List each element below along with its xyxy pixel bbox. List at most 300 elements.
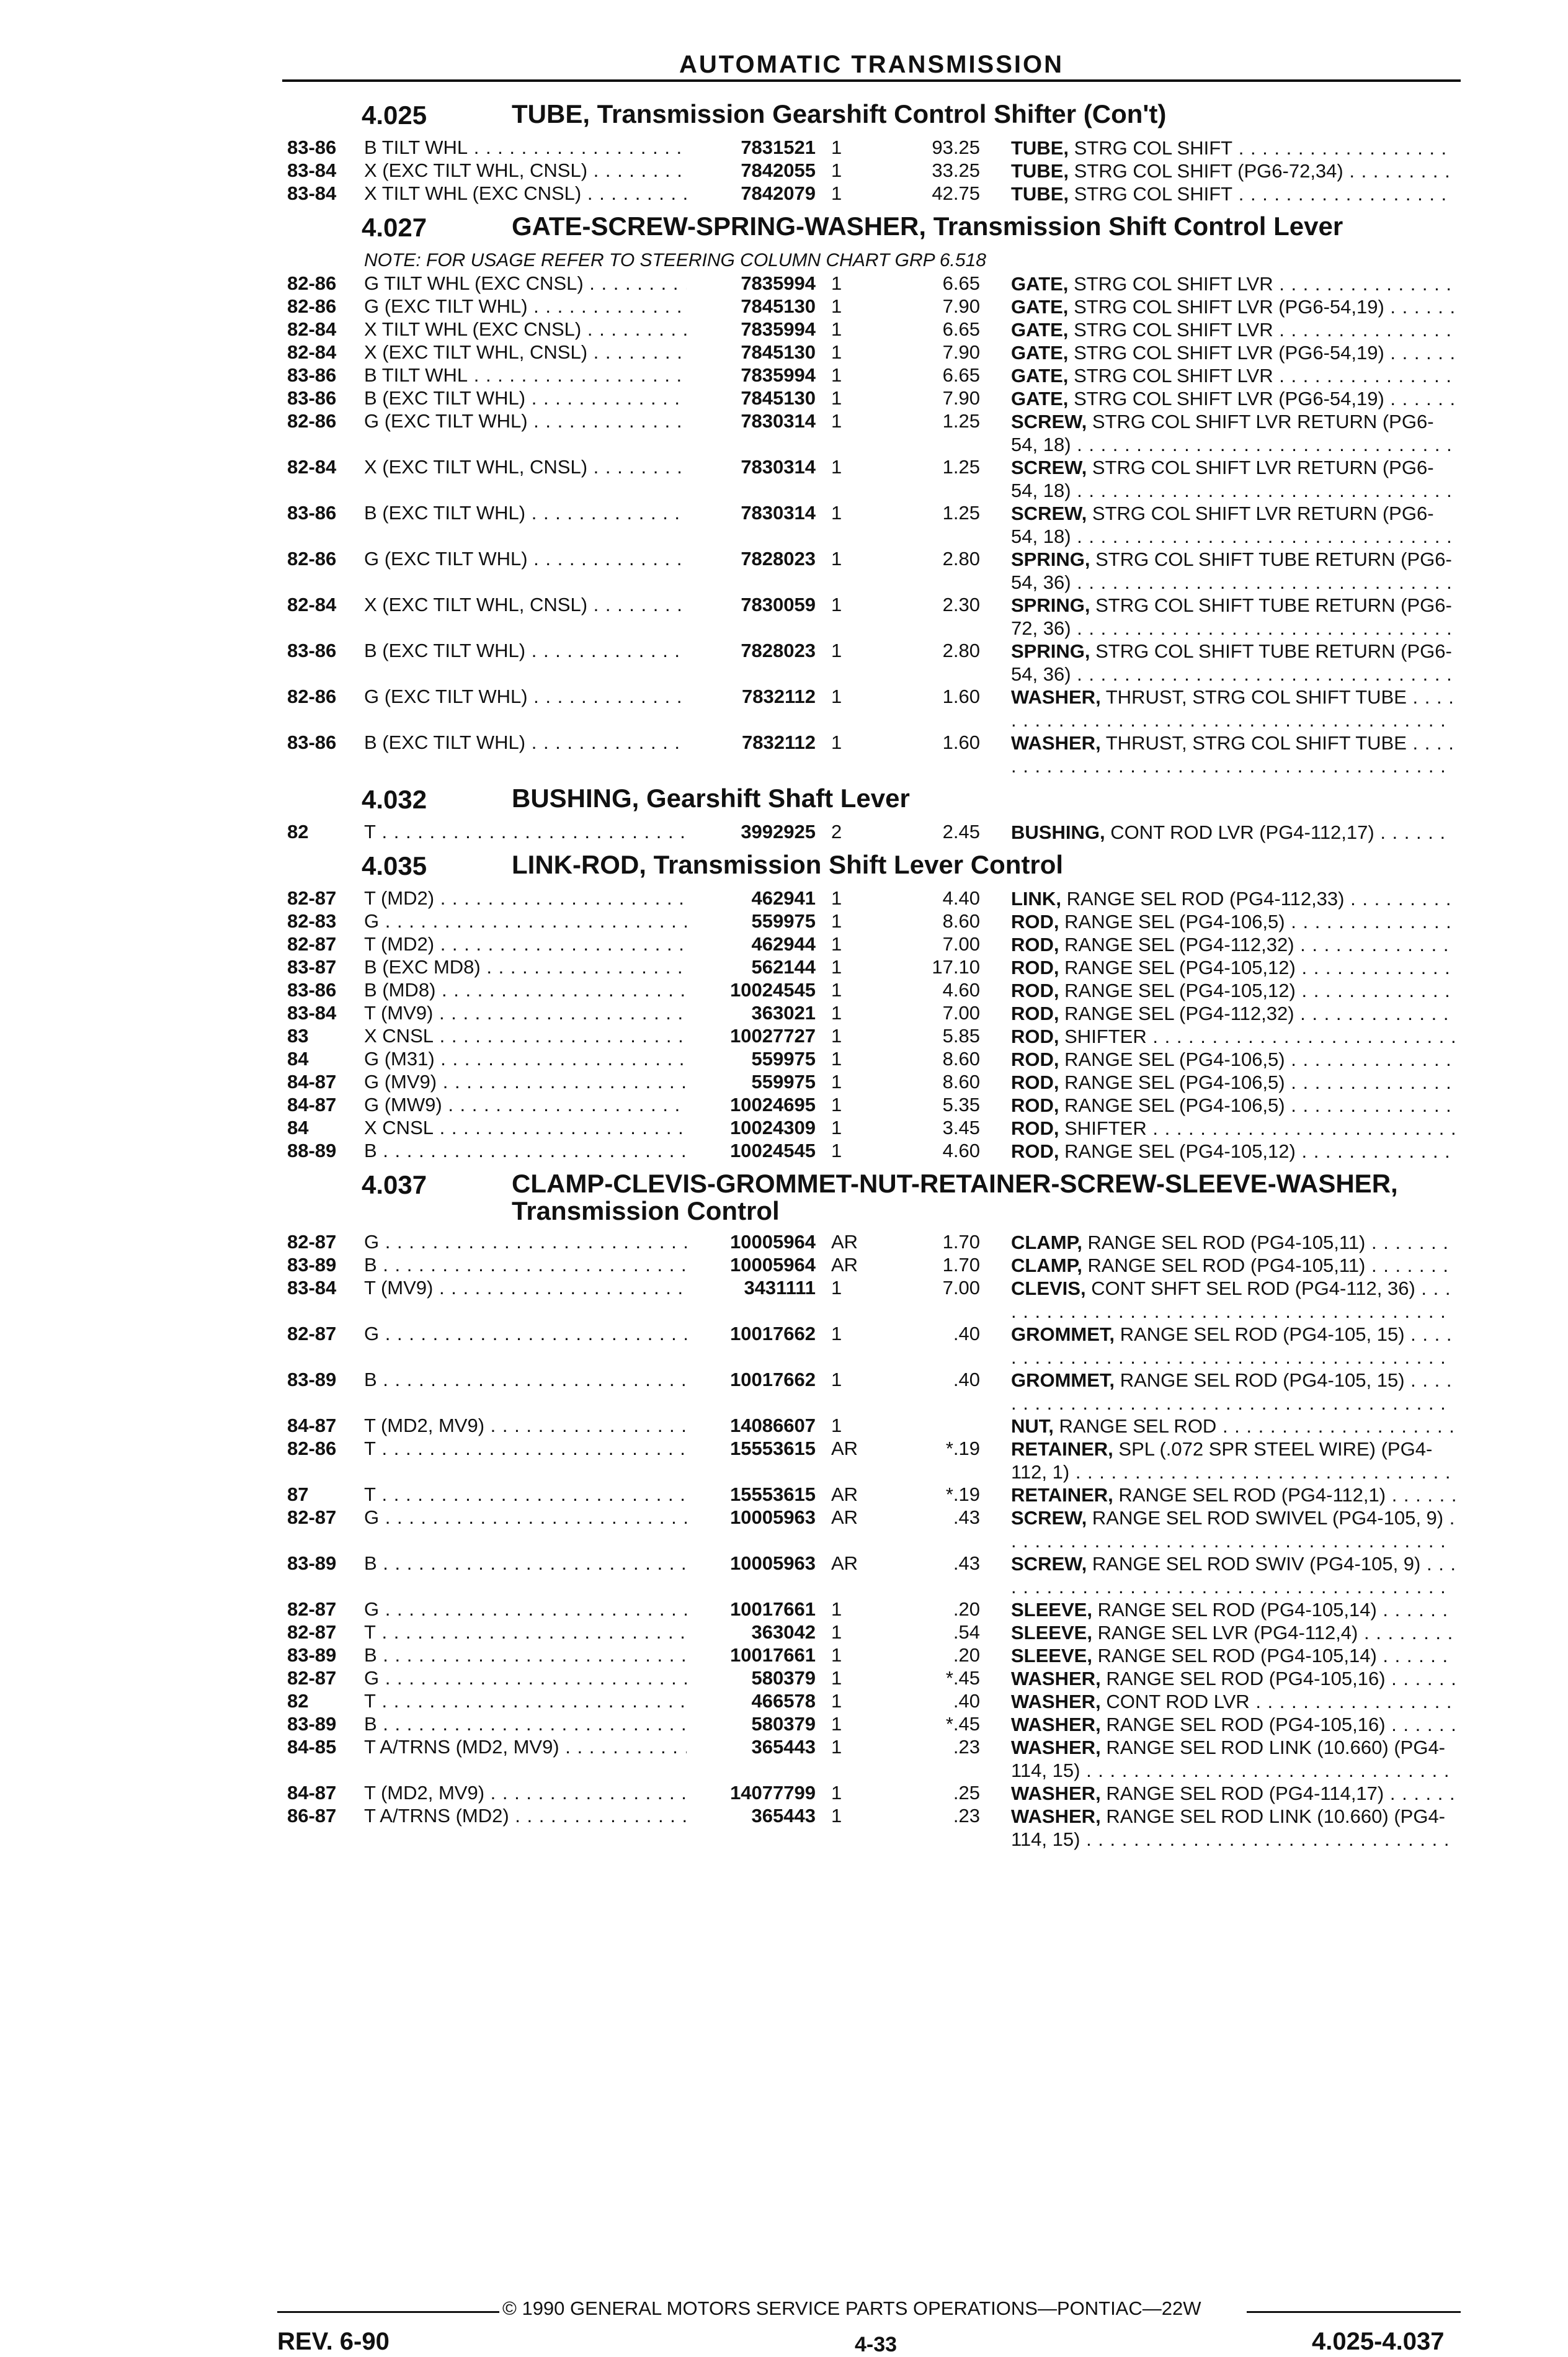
section-note [0, 249, 1568, 272]
description-detail: RANGE SEL (PG4-112,32) [1064, 1003, 1294, 1024]
quantity: 1 [831, 136, 842, 158]
description-noun: GATE, [1011, 296, 1069, 318]
application: T (MD2) . . . [364, 933, 687, 955]
section-number: 4.032 [362, 785, 427, 814]
description [1011, 364, 1458, 387]
application: B . . . [364, 1644, 687, 1666]
section-number: 4.025 [362, 101, 427, 130]
description-noun: SLEEVE, [1011, 1622, 1092, 1644]
part-number: 15553615 [730, 1483, 816, 1505]
description-detail: CONT ROD LVR (PG4-112,17) [1110, 821, 1374, 843]
part-row [0, 640, 1568, 686]
part-number: 559975 [751, 1071, 816, 1093]
model-years: 82-87 [287, 1667, 337, 1689]
description-noun: CLEVIS, [1011, 1277, 1086, 1299]
description-noun: WASHER, [1011, 1782, 1101, 1804]
description [1011, 1483, 1458, 1506]
description-noun: GROMMET, [1011, 1369, 1115, 1391]
description-noun: ROD, [1011, 1117, 1059, 1139]
description-noun: CLAMP, [1011, 1255, 1082, 1276]
description-noun: SCREW, [1011, 411, 1087, 432]
model-years: 83-89 [287, 1644, 337, 1666]
model-years: 88-89 [287, 1140, 337, 1161]
quantity: AR [831, 1483, 858, 1505]
part-number: 462941 [751, 887, 816, 909]
price: 7.00 [942, 1002, 980, 1024]
part-row [0, 1369, 1568, 1415]
part-number: 559975 [751, 910, 816, 932]
model-years: 86-87 [287, 1805, 337, 1827]
model-years: 83-84 [287, 159, 337, 181]
quantity: 1 [831, 1117, 842, 1138]
model-years: 82-84 [287, 341, 337, 363]
description-noun: SCREW, [1011, 457, 1087, 478]
part-row [0, 1667, 1568, 1690]
description-detail: RANGE SEL (PG4-106,5) [1064, 1071, 1285, 1093]
application: G (MW9) . . . [364, 1094, 687, 1116]
price: 7.90 [942, 341, 980, 363]
price: 1.25 [942, 410, 980, 432]
quantity: 1 [831, 364, 842, 386]
description-detail: RANGE SEL (PG4-106,5) [1064, 1094, 1285, 1116]
section-header [0, 844, 1568, 887]
description-detail: STRG COL SHIFT LVR [1074, 273, 1273, 295]
quantity: 1 [831, 159, 842, 181]
price: 7.00 [942, 1277, 980, 1299]
price: 8.60 [942, 1071, 980, 1093]
part-row [0, 1231, 1568, 1254]
application: T (MV9) . . . [364, 1002, 687, 1024]
description [1011, 456, 1458, 502]
part-number: 10024545 [730, 1140, 816, 1161]
quantity: AR [831, 1438, 858, 1459]
quantity: 1 [831, 1598, 842, 1620]
price: 2.30 [942, 594, 980, 615]
quantity: 1 [831, 1048, 842, 1070]
model-years: 84-85 [287, 1736, 337, 1758]
description-noun: WASHER, [1011, 732, 1101, 754]
description-detail: THRUST, STRG COL SHIFT TUBE [1105, 732, 1407, 754]
description-detail: STRG COL SHIFT LVR RETURN (PG6-54, 18) [1011, 411, 1434, 455]
application: T (MD2) . . . [364, 887, 687, 910]
price: *.19 [945, 1438, 980, 1459]
description-detail: STRG COL SHIFT [1074, 183, 1233, 205]
description [1011, 1438, 1458, 1483]
description-noun: GATE, [1011, 273, 1069, 295]
application: B . . . [364, 1552, 687, 1575]
part-number: 7845130 [741, 387, 816, 409]
model-years: 83-84 [287, 1277, 337, 1299]
description-noun: SPRING, [1011, 640, 1090, 662]
description-noun: ROD, [1011, 1094, 1059, 1116]
description [1011, 933, 1458, 956]
price: *.19 [945, 1483, 980, 1505]
description [1011, 1552, 1458, 1598]
description-detail: STRG COL SHIFT LVR [1074, 365, 1273, 387]
price: 93.25 [932, 136, 980, 158]
description [1011, 548, 1458, 594]
price: .20 [953, 1644, 980, 1666]
part-number: 10024309 [730, 1117, 816, 1138]
description [1011, 136, 1458, 159]
description-detail: CONT SHFT SEL ROD (PG4-112, 36) [1091, 1277, 1415, 1299]
part-row [0, 956, 1568, 979]
description [1011, 1690, 1458, 1713]
quantity: 1 [831, 502, 842, 524]
description-noun: GATE, [1011, 365, 1069, 387]
part-row [0, 1048, 1568, 1071]
description [1011, 1644, 1458, 1667]
part-row [0, 295, 1568, 318]
part-number: 10017662 [730, 1369, 816, 1390]
description-detail: CONT ROD LVR [1106, 1691, 1250, 1712]
price: 2.45 [942, 821, 980, 843]
part-row [0, 456, 1568, 502]
part-number: 10005963 [730, 1552, 816, 1574]
part-row [0, 887, 1568, 910]
price: .25 [953, 1782, 980, 1804]
quantity: 1 [831, 548, 842, 570]
price: 33.25 [932, 159, 980, 181]
part-number: 10017661 [730, 1598, 816, 1620]
part-row [0, 364, 1568, 387]
application: X (EXC TILT WHL, CNSL) . . . [364, 594, 687, 616]
part-row [0, 410, 1568, 456]
part-number: 7828023 [741, 548, 816, 570]
price: .23 [953, 1736, 980, 1758]
quantity: 1 [831, 887, 842, 909]
description-noun: WASHER, [1011, 1714, 1101, 1735]
model-years: 83-89 [287, 1369, 337, 1390]
description-detail: STRG COL SHIFT TUBE RETURN (PG6-54, 36) [1011, 548, 1452, 593]
price: 7.00 [942, 933, 980, 955]
part-row [0, 182, 1568, 205]
part-row [0, 548, 1568, 594]
application: B (EXC MD8) . . . [364, 956, 687, 978]
footer-rule-left [277, 2311, 499, 2313]
quantity: 1 [831, 1736, 842, 1758]
model-years: 82 [287, 1690, 309, 1712]
price: 8.60 [942, 1048, 980, 1070]
part-row [0, 1598, 1568, 1621]
note-text: NOTE: FOR USAGE REFER TO STEERING COLUMN CHART GRP 6.518 [364, 250, 986, 271]
part-number: 7830314 [741, 410, 816, 432]
application: G . . . [364, 1667, 687, 1689]
application: G . . . [364, 1598, 687, 1621]
model-years: 82-87 [287, 1506, 337, 1528]
application: G . . . [364, 1231, 687, 1253]
revision-label: REV. 6-90 [277, 2328, 390, 2355]
price: 1.25 [942, 456, 980, 478]
application: T A/TRNS (MD2) . . . [364, 1805, 687, 1827]
model-years: 82 [287, 821, 309, 843]
price: 1.70 [942, 1231, 980, 1253]
part-row [0, 1438, 1568, 1483]
quantity: 1 [831, 979, 842, 1001]
price: 4.60 [942, 1140, 980, 1161]
part-number: 10005964 [730, 1231, 816, 1253]
section-header [0, 205, 1568, 249]
quantity: 1 [831, 1094, 842, 1116]
application: G . . . [364, 1506, 687, 1529]
application: T (MD2, MV9) . . . [364, 1782, 687, 1804]
application: B TILT WHL . . . [364, 136, 687, 159]
model-years: 83-86 [287, 640, 337, 661]
quantity: 2 [831, 821, 842, 843]
part-row [0, 910, 1568, 933]
part-number: 10027727 [730, 1025, 816, 1047]
price: 1.70 [942, 1254, 980, 1276]
quantity: AR [831, 1254, 858, 1276]
application: X TILT WHL (EXC CNSL) . . . [364, 318, 687, 341]
description [1011, 1277, 1458, 1323]
part-row [0, 318, 1568, 341]
description [1011, 1369, 1458, 1415]
part-number: 363021 [751, 1002, 816, 1024]
quantity: AR [831, 1506, 858, 1528]
quantity: 1 [831, 182, 842, 204]
price: .43 [953, 1552, 980, 1574]
application: B (MD8) . . . [364, 979, 687, 1001]
price: .23 [953, 1805, 980, 1827]
part-number: 562144 [751, 956, 816, 978]
quantity: 1 [831, 1713, 842, 1735]
part-row [0, 1415, 1568, 1438]
part-row [0, 1483, 1568, 1506]
application: B (EXC TILT WHL) . . . [364, 731, 687, 754]
description-noun: ROD, [1011, 911, 1059, 933]
price: 17.10 [932, 956, 980, 978]
description [1011, 159, 1458, 182]
model-years: 82-84 [287, 456, 337, 478]
part-number: 7845130 [741, 341, 816, 363]
page-header [282, 51, 1461, 79]
price: .40 [953, 1690, 980, 1712]
part-number: 10024695 [730, 1094, 816, 1116]
application: T A/TRNS (MD2, MV9) . . . [364, 1736, 687, 1758]
description-detail: RANGE SEL ROD (PG4-105,11) [1087, 1232, 1366, 1253]
description-noun: RETAINER, [1011, 1438, 1113, 1460]
quantity: AR [831, 1231, 858, 1253]
part-row [0, 1782, 1568, 1805]
description-noun: GROMMET, [1011, 1323, 1115, 1345]
model-years: 82-87 [287, 1231, 337, 1253]
quantity: 1 [831, 910, 842, 932]
part-number: 7830059 [741, 594, 816, 615]
part-number: 365443 [751, 1805, 816, 1827]
description-detail: STRG COL SHIFT [1074, 137, 1233, 159]
quantity: 1 [831, 1805, 842, 1827]
quantity: 1 [831, 410, 842, 432]
description-detail: RANGE SEL (PG4-105,12) [1064, 957, 1296, 978]
application: T . . . [364, 1621, 687, 1644]
part-row [0, 1323, 1568, 1369]
quantity: 1 [831, 1782, 842, 1804]
model-years: 82-86 [287, 686, 337, 707]
model-years: 83-86 [287, 387, 337, 409]
part-row [0, 979, 1568, 1002]
description-detail: RANGE SEL (PG4-112,32) [1064, 934, 1294, 955]
price: .40 [953, 1323, 980, 1344]
description-noun: ROD, [1011, 1026, 1059, 1047]
description [1011, 1140, 1458, 1163]
application: B TILT WHL . . . [364, 364, 687, 387]
model-years: 84-87 [287, 1415, 337, 1436]
section-title: LINK-ROD, Transmission Shift Lever Control [512, 850, 1064, 879]
part-number: 14077799 [730, 1782, 816, 1804]
application: T . . . [364, 1438, 687, 1460]
application: G (MV9) . . . [364, 1071, 687, 1093]
description-detail: RANGE SEL ROD (PG4-105, 15) [1120, 1369, 1405, 1391]
quantity: 1 [831, 1667, 842, 1689]
description-detail: SHIFTER [1064, 1117, 1147, 1139]
description-detail: RANGE SEL (PG4-105,12) [1064, 980, 1296, 1001]
description [1011, 1805, 1458, 1851]
model-years: 82-87 [287, 933, 337, 955]
description [1011, 1254, 1458, 1277]
price: .20 [953, 1598, 980, 1620]
model-years: 83-86 [287, 502, 337, 524]
part-number: 363042 [751, 1621, 816, 1643]
part-row [0, 1002, 1568, 1025]
model-years: 87 [287, 1483, 309, 1505]
description [1011, 410, 1458, 456]
description [1011, 1713, 1458, 1736]
part-number: 7832112 [742, 686, 816, 707]
description-noun: SCREW, [1011, 503, 1087, 524]
description-detail: STRG COL SHIFT LVR [1074, 319, 1273, 341]
model-years: 84-87 [287, 1094, 337, 1116]
part-row [0, 272, 1568, 295]
price: 3.45 [942, 1117, 980, 1138]
description-detail: RANGE SEL ROD (PG4-112,1) [1118, 1484, 1386, 1506]
model-years: 84 [287, 1117, 309, 1138]
part-number: 7842079 [741, 182, 816, 204]
price: .43 [953, 1506, 980, 1528]
part-row [0, 1094, 1568, 1117]
description-detail: RANGE SEL ROD LINK (10.660) (PG4-114, 15) [1011, 1737, 1446, 1781]
description-noun: ROD, [1011, 1049, 1059, 1070]
part-row [0, 1117, 1568, 1140]
description-detail: RANGE SEL ROD SWIVEL (PG4-105, 9) [1092, 1507, 1444, 1529]
description-detail: RANGE SEL LVR (PG4-112,4) [1097, 1622, 1358, 1644]
quantity: 1 [831, 956, 842, 978]
model-years: 84-87 [287, 1782, 337, 1804]
description-noun: SPRING, [1011, 548, 1090, 570]
description [1011, 594, 1458, 640]
description-noun: WASHER, [1011, 1805, 1101, 1827]
description [1011, 182, 1458, 205]
part-row [0, 502, 1568, 548]
description-detail: RANGE SEL ROD LINK (10.660) (PG4-114, 15) [1011, 1805, 1446, 1850]
description [1011, 1782, 1458, 1805]
price: 7.90 [942, 387, 980, 409]
application: T (MV9) . . . [364, 1277, 687, 1299]
description-detail: STRG COL SHIFT LVR RETURN (PG6-54, 18) [1011, 503, 1434, 547]
application: G (EXC TILT WHL) . . . [364, 548, 687, 570]
description-noun: ROD, [1011, 934, 1059, 955]
description-detail: RANGE SEL ROD (PG4-112,33) [1066, 888, 1345, 910]
part-number: 15553615 [730, 1438, 816, 1459]
description-noun: WASHER, [1011, 686, 1101, 708]
application: B . . . [364, 1140, 687, 1162]
description-noun: WASHER, [1011, 1691, 1101, 1712]
price: 2.80 [942, 640, 980, 661]
section-number: 4.035 [362, 851, 427, 880]
description-detail: THRUST, STRG COL SHIFT TUBE [1105, 686, 1407, 708]
description [1011, 1598, 1458, 1621]
description-detail: SPL (.072 SPR STEEL WIRE) (PG4-112, 1) [1011, 1438, 1433, 1483]
description [1011, 910, 1458, 933]
section-title: CLAMP-CLEVIS-GROMMET-NUT-RETAINER-SCREW-SLEEVE-WASHER, Transmission Control [512, 1169, 1398, 1225]
description-detail: STRG COL SHIFT TUBE RETURN (PG6-72, 36) [1011, 594, 1452, 639]
part-number: 7831521 [741, 136, 816, 158]
description [1011, 887, 1458, 910]
section-header [0, 93, 1568, 136]
model-years: 82-87 [287, 887, 337, 909]
part-row [0, 1621, 1568, 1644]
description-noun: SLEEVE, [1011, 1599, 1092, 1621]
model-years: 82-83 [287, 910, 337, 932]
description-noun: ROD, [1011, 1071, 1059, 1093]
section-header [0, 1163, 1568, 1231]
description [1011, 1025, 1458, 1048]
quantity: 1 [831, 272, 842, 294]
model-years: 83-84 [287, 1002, 337, 1024]
quantity: 1 [831, 456, 842, 478]
description [1011, 502, 1458, 548]
quantity: 1 [831, 1621, 842, 1643]
part-row [0, 159, 1568, 182]
part-row [0, 594, 1568, 640]
description [1011, 318, 1458, 341]
description [1011, 1415, 1458, 1438]
application: G (EXC TILT WHL) . . . [364, 295, 687, 318]
part-number: 7835994 [741, 272, 816, 294]
application: G (EXC TILT WHL) . . . [364, 686, 687, 708]
price: 8.60 [942, 910, 980, 932]
quantity: 1 [831, 1140, 842, 1161]
description-detail: STRG COL SHIFT LVR (PG6-54,19) [1074, 296, 1384, 318]
part-row [0, 1071, 1568, 1094]
price: 1.60 [942, 731, 980, 753]
description-noun: ROD, [1011, 980, 1059, 1001]
description-noun: WASHER, [1011, 1737, 1101, 1758]
model-years: 82-86 [287, 410, 337, 432]
quantity: 1 [831, 594, 842, 615]
application: G (M31) . . . [364, 1048, 687, 1070]
description-noun: SLEEVE, [1011, 1645, 1092, 1666]
application: X (EXC TILT WHL, CNSL) . . . [364, 456, 687, 478]
part-number: 10017662 [730, 1323, 816, 1344]
application: T . . . [364, 1690, 687, 1712]
quantity: 1 [831, 341, 842, 363]
application: B . . . [364, 1369, 687, 1391]
description-noun: ROD, [1011, 1003, 1059, 1024]
price: *.45 [945, 1667, 980, 1689]
description-noun: CLAMP, [1011, 1232, 1082, 1253]
part-number: 365443 [751, 1736, 816, 1758]
description-detail: RANGE SEL ROD (PG4-105,16) [1106, 1668, 1386, 1689]
model-years: 82-86 [287, 295, 337, 317]
model-years: 83-87 [287, 956, 337, 978]
description-detail: STRG COL SHIFT LVR RETURN (PG6-54, 18) [1011, 457, 1434, 501]
part-row [0, 1254, 1568, 1277]
price: 4.60 [942, 979, 980, 1001]
description [1011, 979, 1458, 1002]
price: 1.25 [942, 502, 980, 524]
description [1011, 1621, 1458, 1644]
